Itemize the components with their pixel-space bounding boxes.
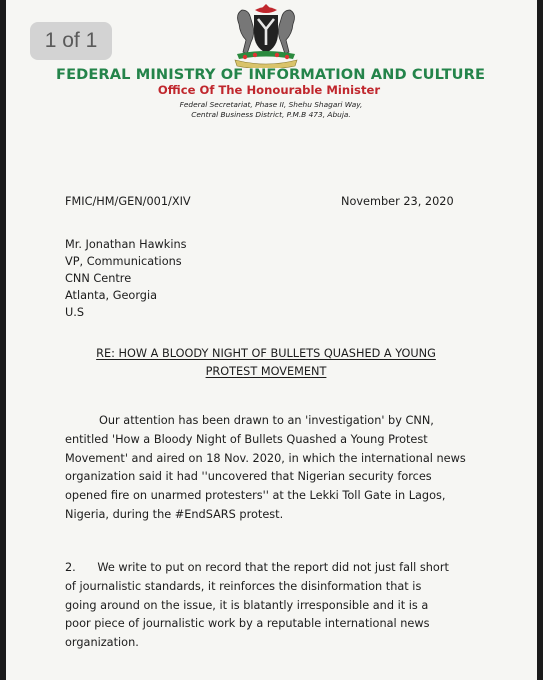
recipient-address <box>65 236 187 321</box>
paragraph-line: Movement' and aired on 18 Nov. 2020, in which the international news <box>65 451 466 465</box>
letter-date: November 23, 2020 <box>341 195 454 208</box>
paragraph-line: organization said it had ''uncovered that Nigerian security forces <box>65 470 432 484</box>
paragraph-line: opened fire on unarmed protesters'' at the Lekki Toll Gate in Lagos, <box>65 489 446 503</box>
ministry-name: FEDERAL MINISTRY OF INFORMATION AND CULTURE <box>56 66 486 83</box>
paragraph-line: going around on the issue, it is blatantly irresponsible and it is a <box>65 598 429 612</box>
page-counter-badge: 1 of 1 <box>30 22 112 60</box>
coat-of-arms-emblem <box>225 2 307 68</box>
recipient-line: VP, Communications <box>65 255 182 268</box>
office-name: Office Of The Honourable Minister <box>157 83 381 97</box>
paragraph-line: of journalistic standards, it reinforces the disinformation that is <box>65 579 422 593</box>
recipient-line: CNN Centre <box>65 272 132 285</box>
address-line-1: Federal Secretariat, Phase II, Shehu Shagari Way, <box>179 100 363 109</box>
paragraph-line: Nigeria, during the #EndSARS protest. <box>65 507 284 521</box>
address-line-2: Central Business District, P.M.B 473, Abuja. <box>191 110 351 119</box>
paragraph-line: entitled 'How a Bloody Night of Bullets Quashed a Young Protest <box>65 432 428 446</box>
reference-number: FMIC/HM/GEN/001/XIV <box>65 195 191 208</box>
recipient-line: Atlanta, Georgia <box>65 289 158 302</box>
paragraph-2 <box>65 559 461 653</box>
paragraph-line: Our attention has been drawn to an 'investigation' by CNN, <box>99 414 434 427</box>
letter-page <box>6 0 537 680</box>
recipient-line: U.S <box>65 306 85 319</box>
subject-line-1: RE: HOW A BLOODY NIGHT OF BULLETS QUASHED A YOUNG <box>96 347 436 360</box>
subject-line-2: PROTEST MOVEMENT <box>205 365 327 378</box>
paragraph-line: 2. We write to put on record that the report did not just fall short <box>65 561 449 574</box>
paragraph-line: organization. <box>65 636 139 650</box>
subject-heading <box>46 345 486 381</box>
paragraph-line: poor piece of journalistic work by a reputable international news <box>65 617 430 631</box>
paragraph-1 <box>65 412 466 525</box>
recipient-line: Mr. Jonathan Hawkins <box>65 238 187 251</box>
